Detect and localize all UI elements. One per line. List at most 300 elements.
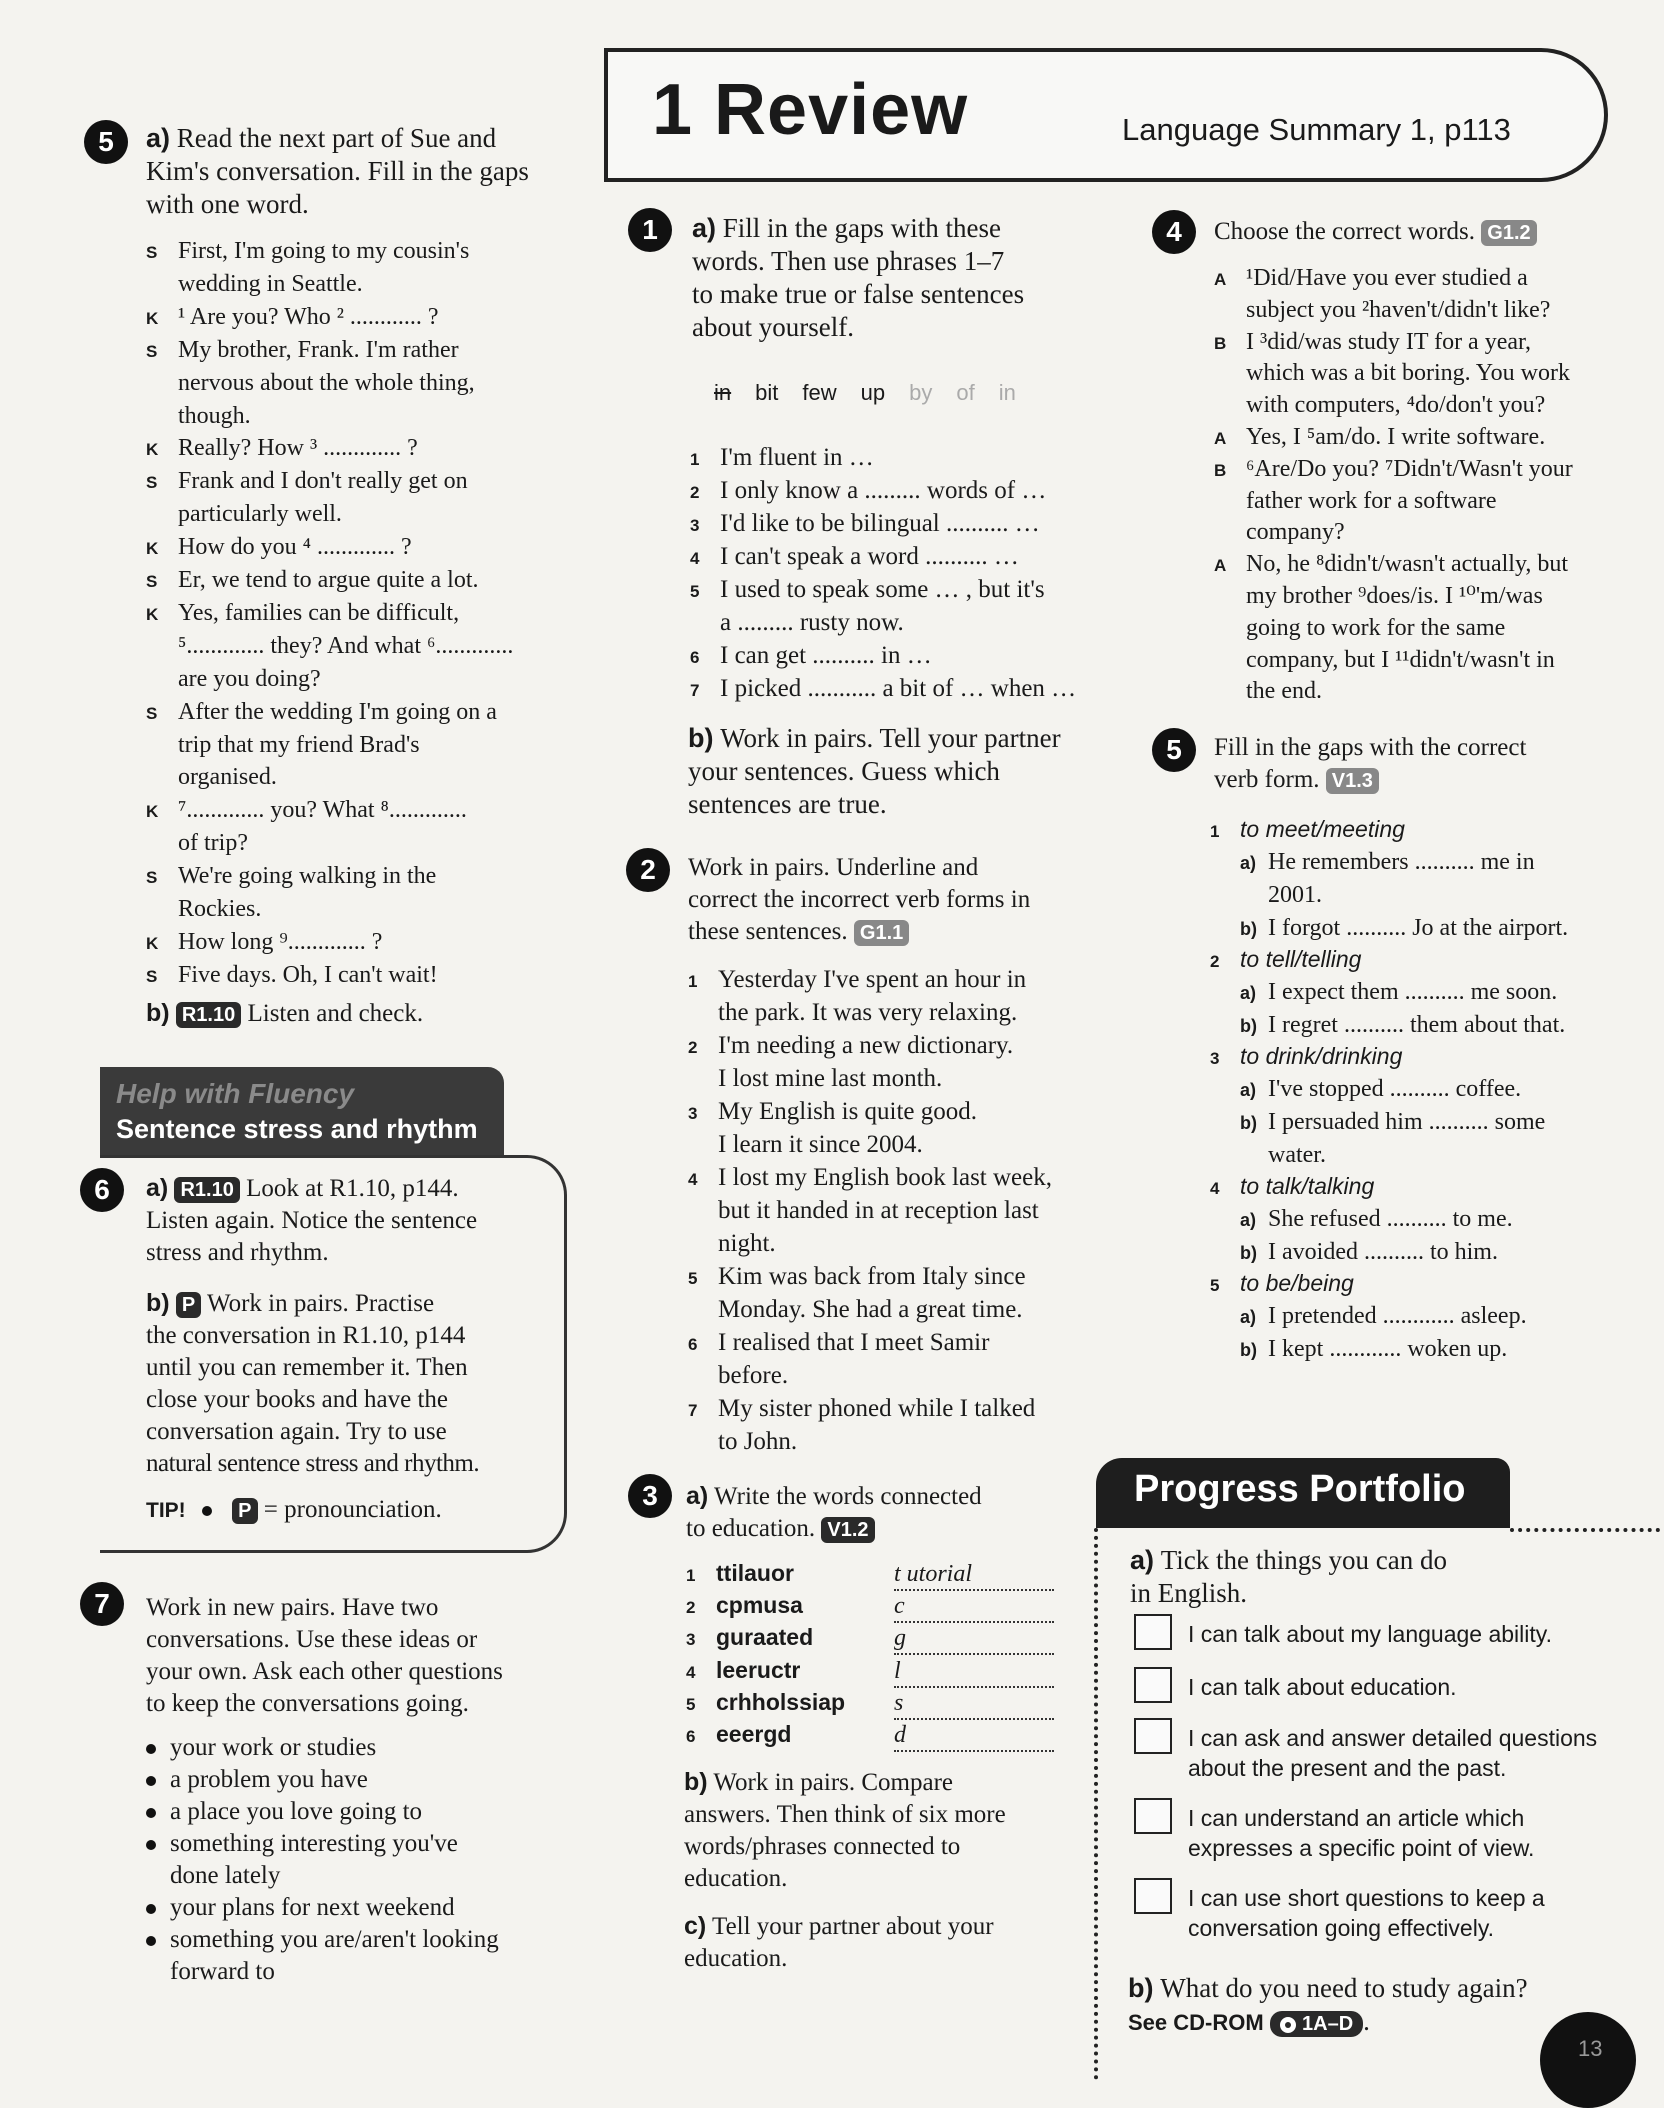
scrambled-word: guraated — [716, 1624, 814, 1651]
sentence-b — [1240, 913, 1568, 944]
audio-ref-badge: R1.10 — [174, 1177, 239, 1203]
text: conversation again. Try to use — [146, 1418, 447, 1445]
text: close your books and have the — [146, 1386, 449, 1413]
speaker-label: B — [1214, 460, 1227, 480]
sentence-a — [1240, 1301, 1527, 1332]
item-number: 6 — [688, 1335, 698, 1354]
item-number: 4 — [690, 549, 700, 568]
exercise-1a — [692, 212, 1112, 344]
sentence-b — [1240, 1107, 1545, 1138]
exercise-1b — [688, 722, 1128, 821]
bullet-icon — [146, 1776, 156, 1786]
item-text: My English is quite good. — [718, 1098, 978, 1125]
text: natural sentence stress and rhythm. — [146, 1450, 480, 1477]
dialogue-line — [1214, 517, 1345, 547]
idea-text: your work or studies — [170, 1734, 377, 1761]
numbered-item — [688, 1229, 776, 1259]
sentence-a — [1240, 1074, 1521, 1105]
sentence-text: I forgot .......... Jo at the airport. — [1268, 915, 1569, 941]
exercise-4-title — [1214, 216, 1537, 248]
item-number: 4 — [686, 1662, 696, 1682]
numbered-item — [688, 1262, 1026, 1294]
item-text: I can get .......... in … — [720, 642, 932, 669]
sentence-text: I persuaded him .......... some — [1268, 1109, 1546, 1135]
label: b) — [1128, 1973, 1154, 2003]
text: with one word. — [146, 189, 309, 219]
sub-label: a) — [1240, 1307, 1257, 1327]
cdrom-ref: 1A–D — [1302, 2013, 1354, 2035]
checklist-text: I can understand an article which — [1188, 1805, 1525, 1831]
exercise-1-number: 1 — [628, 208, 672, 252]
speaker-label: K — [146, 440, 159, 460]
item-text: to John. — [718, 1428, 798, 1455]
item-number: 7 — [688, 1401, 698, 1420]
sub-label: a) — [1240, 1210, 1257, 1230]
text: verb form. — [1214, 766, 1320, 793]
line-text: Yes, I ⁵am/do. I write software. — [1246, 424, 1546, 450]
conversation-line — [146, 762, 277, 792]
sentence-b — [1240, 1010, 1565, 1041]
line-text: No, he ⁸didn't/wasn't actually, but — [1246, 551, 1569, 578]
verb-group-heading — [1210, 1268, 1354, 1301]
numbered-item — [688, 1328, 989, 1360]
line-text: going to work for the same — [1246, 614, 1506, 641]
sentence-text: I avoided .......... to him. — [1268, 1239, 1498, 1265]
conversation-line — [146, 894, 261, 924]
fluency-heading: Help with Fluency — [116, 1078, 355, 1109]
portfolio-dotted-left — [1094, 1528, 1098, 2080]
exercise-3-number: 3 — [628, 1474, 672, 1518]
conversation-line — [146, 368, 475, 398]
text: until you can remember it. Then — [146, 1354, 468, 1381]
text: Tell your partner about your — [712, 1913, 994, 1940]
conversation-line — [146, 828, 248, 858]
line-text: ⁵............. they? And what ⁶............. — [178, 632, 514, 659]
conversation-line — [146, 795, 467, 827]
item-text: I used to speak some … , but it's — [720, 576, 1045, 603]
text: in English. — [1130, 1578, 1248, 1608]
numbered-item — [688, 1031, 1013, 1063]
conversation-line — [146, 335, 459, 367]
exercise-2-number: 2 — [626, 848, 670, 892]
bullet-icon — [146, 1808, 156, 1818]
word-box — [714, 380, 1040, 406]
item-text: I'm fluent in … — [720, 444, 874, 471]
verb-forms: to meet/meeting — [1240, 816, 1405, 842]
scrambled-word: cpmusa — [716, 1592, 803, 1619]
item-number: 4 — [1210, 1179, 1220, 1198]
dialogue-line — [1214, 581, 1543, 611]
idea-item — [146, 1925, 499, 1955]
scrambled-row — [686, 1719, 1054, 1752]
label: a) — [686, 1482, 709, 1510]
text: Write the words connected — [714, 1483, 982, 1510]
line-text: nervous about the whole thing, — [178, 369, 475, 396]
line-text: Frank and I don't really get on — [178, 468, 468, 495]
sentence-a — [1240, 847, 1535, 878]
text: Fill in the gaps with these — [722, 213, 1001, 243]
sentence-continuation — [1268, 880, 1322, 910]
text: sentences are true. — [688, 789, 887, 819]
item-text: night. — [718, 1230, 776, 1257]
text: correct the incorrect verb forms in — [688, 886, 1031, 913]
sentence-text: I expect them .......... me soon. — [1268, 979, 1558, 1005]
verb-forms: to tell/telling — [1240, 946, 1362, 972]
item-text: I lost mine last month. — [718, 1065, 943, 1092]
word-option: in — [714, 380, 732, 405]
sentence-continuation — [1268, 1140, 1326, 1170]
exercise-5-number: 5 — [84, 120, 128, 164]
word-option: bit — [755, 380, 779, 405]
checklist-text: about the present and the past. — [1188, 1755, 1507, 1781]
line-text: How do you ⁴ ............. ? — [178, 534, 412, 561]
item-text: before. — [718, 1362, 789, 1389]
item-number: 1 — [686, 1566, 696, 1585]
sub-label: a) — [1240, 853, 1257, 873]
item-number: 6 — [690, 648, 700, 667]
item-number: 2 — [688, 1038, 698, 1057]
label: a) — [692, 213, 717, 243]
sentence-a — [1240, 1204, 1513, 1235]
line-text: My brother, Frank. I'm rather — [178, 336, 459, 363]
text: the conversation in R1.10, p144 — [146, 1322, 466, 1349]
text: words. Then use phrases 1–7 — [692, 246, 1005, 276]
tip-label: TIP! — [146, 1499, 186, 1522]
exercise-4-number: 4 — [1152, 210, 1196, 254]
word-option: in — [998, 380, 1016, 405]
sentence-text: I kept ............ woken up. — [1268, 1336, 1508, 1362]
exercise-6a — [146, 1172, 576, 1269]
audio-ref-badge: R1.10 — [176, 1002, 241, 1028]
pronunciation-badge: P — [232, 1498, 257, 1524]
text: Work in pairs. Underline and — [688, 854, 979, 881]
text: Kim's conversation. Fill in the gaps — [146, 156, 529, 186]
verb-group-heading — [1210, 1171, 1374, 1204]
conversation-line — [146, 927, 382, 959]
idea-item — [146, 1733, 376, 1763]
word-option: of — [956, 380, 975, 405]
numbered-item — [690, 476, 1046, 508]
item-text: I'm needing a new dictionary. — [718, 1032, 1014, 1059]
bullet-icon — [202, 1506, 212, 1516]
scrambled-word: eeergd — [716, 1721, 792, 1747]
text: Work in pairs. Tell your partner — [720, 723, 1061, 753]
exercise-5b-number: 5 — [1152, 728, 1196, 772]
item-text: My sister phoned while I talked — [718, 1395, 1036, 1422]
line-text: particularly well. — [178, 501, 342, 528]
dialogue-line — [1214, 390, 1545, 420]
dialogue-line — [1214, 613, 1505, 643]
line-text: though. — [178, 402, 251, 429]
verb-forms: to drink/drinking — [1240, 1043, 1403, 1069]
idea-item — [146, 1957, 275, 1987]
fluency-subheading: Sentence stress and rhythm — [116, 1114, 478, 1144]
text: Work in pairs. Compare — [713, 1769, 954, 1796]
speaker-label: S — [146, 341, 158, 361]
exercise-3a — [686, 1480, 1126, 1545]
scrambled-word: leeructr — [716, 1656, 801, 1683]
checkbox[interactable] — [1134, 1798, 1172, 1834]
idea-text: a problem you have — [170, 1766, 368, 1793]
numbered-item — [690, 608, 904, 638]
numbered-item — [688, 1163, 1052, 1195]
grammar-ref-badge: G1.1 — [854, 920, 909, 946]
answer-field[interactable] — [894, 1623, 1054, 1655]
line-text: Rockies. — [178, 896, 262, 922]
checklist-text: I can talk about education. — [1188, 1674, 1457, 1700]
text: answers. Then think of six more — [684, 1801, 1006, 1828]
tip-text: = pronounciation. — [263, 1496, 442, 1523]
conversation-line — [146, 664, 321, 694]
answer-field[interactable] — [894, 1656, 1054, 1688]
item-number: 5 — [690, 582, 700, 601]
item-text: Yesterday I've spent an hour in — [718, 966, 1027, 993]
idea-item — [146, 1829, 458, 1859]
conversation-line — [146, 302, 439, 334]
numbered-item — [690, 443, 874, 475]
numbered-item — [688, 1130, 923, 1160]
text: education. — [684, 1945, 788, 1972]
line-text: After the wedding I'm going on a — [178, 698, 497, 725]
scrambled-row — [686, 1622, 1054, 1655]
idea-text: done lately — [170, 1862, 281, 1889]
text: words/phrases connected to — [684, 1833, 961, 1860]
conversation-line — [146, 401, 251, 431]
label: a) — [146, 1174, 169, 1202]
sub-label: b) — [1240, 919, 1257, 939]
label: a) — [146, 123, 171, 153]
idea-text: your plans for next weekend — [170, 1894, 455, 1921]
line-text: my brother ⁹does/is. I ¹⁰'m/was — [1246, 583, 1543, 609]
numbered-item — [690, 641, 932, 673]
item-text: I picked ........... a bit of … when … — [720, 675, 1077, 702]
item-number: 2 — [1210, 952, 1220, 971]
item-number: 7 — [690, 681, 700, 700]
line-text: We're going walking in the — [178, 863, 437, 890]
disc-icon — [1280, 2017, 1296, 2033]
item-text: Monday. She had a great time. — [718, 1296, 1023, 1323]
speaker-label: S — [146, 243, 158, 262]
numbered-item — [690, 509, 1040, 541]
item-text: I lost my English book last week, — [718, 1164, 1052, 1191]
item-number: 6 — [686, 1727, 696, 1746]
numbered-item — [690, 575, 1045, 607]
dialogue-line — [1214, 549, 1568, 581]
item-text: I realised that I meet Samir — [718, 1329, 990, 1356]
scrambled-row — [686, 1655, 1054, 1688]
text: Work in pairs. Practise — [207, 1290, 435, 1317]
speaker-label: B — [1214, 333, 1227, 353]
text: your own. Ask each other questions — [146, 1658, 503, 1685]
line-text: Yes, families can be difficult, — [178, 599, 460, 626]
numbered-item — [688, 1394, 1035, 1426]
dialogue-line — [1214, 358, 1570, 388]
item-text: I'd like to be bilingual .......... … — [720, 510, 1040, 537]
item-number: 5 — [1210, 1276, 1220, 1295]
label: b) — [684, 1768, 708, 1796]
line-text: ¹Did/Have you ever studied a — [1246, 265, 1528, 291]
conversation-line — [146, 466, 468, 498]
conversation-line — [146, 960, 438, 992]
text: Choose the correct words. — [1214, 218, 1476, 245]
speaker-label: K — [146, 308, 159, 328]
verb-forms: to be/being — [1240, 1270, 1354, 1296]
exercise-6b — [146, 1287, 576, 1480]
verb-group-heading — [1210, 1041, 1402, 1074]
checkbox[interactable] — [1134, 1614, 1172, 1650]
exercise-3b — [684, 1766, 1124, 1895]
see-cdrom: See CD-ROM — [1128, 2010, 1264, 2035]
vocab-ref-badge: V1.3 — [1326, 768, 1379, 794]
line-text: Really? How ³ ............. ? — [178, 435, 418, 462]
idea-text: forward to — [170, 1958, 275, 1985]
scrambled-word: crhholssiap — [716, 1688, 846, 1715]
numbered-item — [688, 1427, 797, 1457]
exercise-7-number: 7 — [80, 1582, 124, 1626]
checkbox[interactable] — [1134, 1878, 1172, 1914]
text: Listen and check. — [247, 1000, 424, 1027]
sentence-b — [1240, 1334, 1507, 1365]
line-text: ⁷............. you? What ⁸............. — [178, 797, 467, 824]
label: c) — [684, 1912, 707, 1940]
text: Tick the things you can do — [1160, 1545, 1448, 1575]
label: b) — [146, 999, 170, 1027]
text: to keep the conversations going. — [146, 1690, 469, 1717]
speaker-label: K — [146, 604, 159, 624]
item-text: the park. It was very relaxing. — [718, 999, 1018, 1026]
speaker-label: S — [146, 572, 158, 591]
conversation-line — [146, 631, 513, 661]
item-number: 4 — [688, 1170, 698, 1189]
answer-field[interactable] — [894, 1591, 1054, 1623]
line-text: father work for a software — [1246, 487, 1497, 514]
vocab-ref-badge: V1.2 — [821, 1517, 874, 1543]
answer-text: d — [894, 1722, 906, 1748]
text: stress and rhythm. — [146, 1239, 329, 1266]
idea-item — [146, 1893, 455, 1923]
verb-group-heading — [1210, 814, 1405, 847]
answer-field[interactable] — [894, 1559, 1054, 1591]
text: Look at R1.10, p144. — [246, 1175, 459, 1202]
checkbox[interactable] — [1134, 1667, 1172, 1703]
exercise-5b — [146, 997, 423, 1030]
line-text: I ³did/was study IT for a year, — [1246, 328, 1532, 355]
item-number: 3 — [690, 516, 700, 535]
page-subtitle: Language Summary 1, p113 — [1122, 112, 1511, 147]
exercise-5-verbs-title — [1214, 732, 1634, 796]
conversation-line — [146, 697, 497, 729]
tip — [146, 1494, 442, 1527]
checkbox[interactable] — [1134, 1718, 1172, 1754]
numbered-item — [688, 1097, 977, 1129]
scrambled-row — [686, 1558, 1054, 1591]
answer-text: l — [894, 1657, 901, 1684]
sentence-text: I regret .......... them about that. — [1268, 1012, 1566, 1038]
label: b) — [688, 723, 714, 753]
word-option: up — [860, 380, 886, 405]
exercise-3c — [684, 1910, 1124, 1975]
answer-field[interactable] — [894, 1688, 1054, 1720]
dialogue-line — [1214, 486, 1497, 516]
answer-text: t utorial — [894, 1561, 973, 1587]
checklist-text: I can use short questions to keep a — [1188, 1885, 1545, 1911]
numbered-item — [688, 1295, 1023, 1325]
label: a) — [1130, 1545, 1155, 1575]
numbered-item — [690, 674, 1076, 706]
sentence-text: She refused .......... to me. — [1268, 1206, 1513, 1232]
sentence-text: water. — [1268, 1142, 1326, 1168]
numbered-item — [688, 1196, 1039, 1226]
dialogue-line — [1214, 263, 1528, 295]
portfolio-a — [1130, 1544, 1550, 1610]
speaker-label: A — [1214, 270, 1227, 289]
text: your sentences. Guess which — [688, 756, 1000, 786]
word-option: few — [802, 380, 837, 405]
exercise-5-instruction — [146, 122, 576, 221]
text: Read the next part of Sue and — [176, 123, 497, 153]
speaker-label: S — [146, 703, 158, 723]
exercise-7-instruction — [146, 1592, 586, 1720]
item-text: I learn it since 2004. — [718, 1131, 923, 1158]
pronunciation-badge: P — [176, 1292, 201, 1318]
answer-text: g — [894, 1625, 906, 1652]
item-number: 1 — [688, 972, 698, 991]
numbered-item — [688, 998, 1017, 1028]
cdrom-badge — [1270, 2011, 1363, 2037]
idea-text: something interesting you've — [170, 1830, 458, 1857]
dialogue-line — [1214, 422, 1545, 454]
line-text: How long ⁹............. ? — [178, 928, 383, 955]
conversation-line — [146, 433, 418, 465]
sentence-text: I pretended ............ asleep. — [1268, 1303, 1527, 1329]
bullet-icon — [146, 1744, 156, 1754]
line-text: ¹ Are you? Who ² ............ ? — [178, 303, 439, 330]
dialogue-line — [1214, 676, 1322, 706]
sub-label: a) — [1240, 983, 1257, 1003]
conversation-line — [146, 269, 363, 299]
speaker-label: S — [146, 473, 158, 493]
line-text: company? — [1246, 519, 1345, 546]
idea-text: a place you love going to — [170, 1798, 423, 1825]
text: Work in new pairs. Have two — [146, 1594, 439, 1621]
dialogue-line — [1214, 645, 1555, 675]
line-text: wedding in Seattle. — [178, 270, 363, 297]
item-number: 2 — [690, 483, 700, 502]
exercise-2-instruction — [688, 852, 1128, 948]
line-text: company, but I ¹¹didn't/wasn't in — [1246, 646, 1555, 673]
checklist-text: I can talk about my language ability. — [1188, 1621, 1552, 1647]
idea-item — [146, 1765, 368, 1795]
text: education. — [684, 1865, 788, 1892]
line-text: subject you ²haven't/didn't like? — [1246, 296, 1551, 323]
checklist-text: expresses a specific point of view. — [1188, 1835, 1535, 1861]
page-number: 13 — [1578, 2036, 1603, 2061]
label: b) — [146, 1289, 170, 1317]
speaker-label: S — [146, 966, 158, 986]
text: to make true or false sentences — [692, 279, 1025, 309]
sentence-a — [1240, 977, 1557, 1008]
item-number: 2 — [686, 1598, 696, 1618]
checklist-text: I can ask and answer detailed questions — [1188, 1725, 1598, 1751]
item-text: I can't speak a word .......... … — [720, 543, 1019, 570]
text: What do you need to study again? — [1160, 1973, 1528, 2003]
item-text: Kim was back from Italy since — [718, 1263, 1026, 1290]
item-number: 3 — [686, 1630, 696, 1650]
answer-field[interactable] — [894, 1720, 1054, 1752]
exercise-6-number: 6 — [80, 1168, 124, 1212]
text: these sentences. — [688, 918, 848, 945]
numbered-item — [690, 542, 1019, 574]
